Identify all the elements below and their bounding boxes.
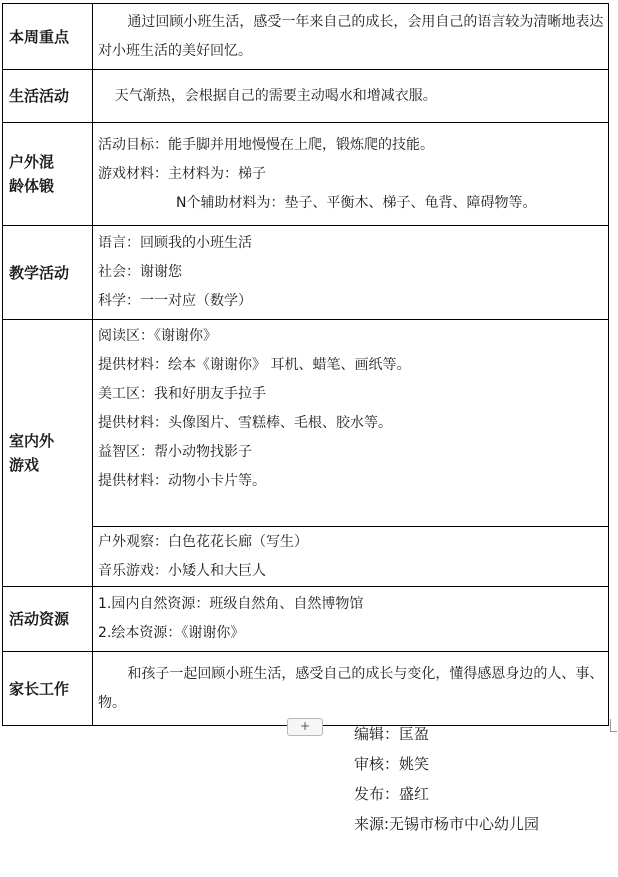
indoor-game-reading-materials: 提供材料：绘本《谢谢你》 耳机、蜡笔、画纸等。	[98, 357, 411, 373]
outdoor-games-section	[98, 527, 604, 586]
label-games-line1: 室内外	[9, 432, 55, 450]
outdoor-goal: 活动目标：能手脚并用地慢慢在上爬，锻炼爬的技能。	[98, 136, 434, 153]
footer-credits	[354, 722, 539, 842]
indoor-game-puzzle-area: 益智区：帮小动物找影子	[98, 444, 252, 460]
indoor-game-reading-area: 阅读区：《谢谢你》	[98, 328, 217, 344]
table-corner-handle[interactable]	[610, 719, 617, 732]
resource-item-2: 2.绘本资源：《谢谢你》	[98, 625, 245, 641]
label-teaching-activity: 教学活动	[3, 226, 93, 320]
footer-reviewer: 审核：姚笑	[354, 755, 430, 773]
parent-work-text: 和孩子一起回顾小班生活，感受自己的成长与变化，懂得感恩身边的人、事、物。	[98, 665, 604, 711]
label-activity-resources: 活动资源	[3, 587, 93, 652]
label-games-line2: 游戏	[9, 456, 40, 474]
indoor-game-art-materials: 提供材料：头像图片、雪糕棒、毛根、胶水等。	[98, 415, 392, 431]
add-row-button[interactable]: +	[287, 718, 323, 736]
footer-source: 来源:无锡市杨市中心幼儿园	[354, 815, 540, 833]
row-parent-work	[3, 652, 609, 726]
label-outdoor-exercise-line2: 龄体锻	[9, 177, 55, 195]
footer-editor: 编辑：匡盈	[354, 725, 430, 743]
indoor-game-puzzle-materials: 提供材料：动物小卡片等。	[98, 473, 266, 489]
label-weekly-focus: 本周重点	[3, 4, 93, 70]
indoor-game-art-area: 美工区：我和好朋友手拉手	[98, 386, 266, 402]
resource-item-1: 1.园内自然资源：班级自然角、自然博物馆	[98, 596, 364, 612]
teaching-item-social: 社会：谢谢您	[98, 264, 182, 280]
weekly-plan-table	[2, 3, 609, 726]
row-teaching-activity	[3, 226, 609, 320]
outdoor-game-observation: 户外观察：白色花花长廊（写生）	[98, 534, 308, 550]
teaching-item-science: 科学：一一对应（数学）	[98, 293, 252, 309]
footer-publisher: 发布：盛红	[354, 785, 430, 803]
label-parent-work: 家长工作	[3, 652, 93, 726]
teaching-item-language: 语言：回顾我的小班生活	[98, 235, 252, 251]
indoor-games-section	[93, 322, 608, 527]
row-outdoor-exercise	[3, 123, 609, 226]
weekly-focus-text: 通过回顾小班生活，感受一年来自己的成长，会用自己的语言较为清晰地表达对小班生活的美好回忆。	[98, 13, 604, 59]
row-life-activity	[3, 70, 609, 123]
row-activity-resources	[3, 587, 609, 652]
row-weekly-focus	[3, 4, 609, 70]
outdoor-material-main: 游戏材料：主材料为：梯子	[98, 165, 266, 182]
label-outdoor-exercise-line1: 户外混	[9, 153, 55, 171]
row-games	[3, 320, 609, 587]
outdoor-game-music: 音乐游戏：小矮人和大巨人	[98, 563, 266, 579]
life-activity-text: 天气渐热，会根据自己的需要主动喝水和增减衣服。	[114, 87, 437, 104]
label-life-activity: 生活活动	[3, 70, 93, 123]
outdoor-material-aux: N个辅助材料为：垫子、平衡木、梯子、龟背、障碍物等。	[176, 194, 537, 211]
